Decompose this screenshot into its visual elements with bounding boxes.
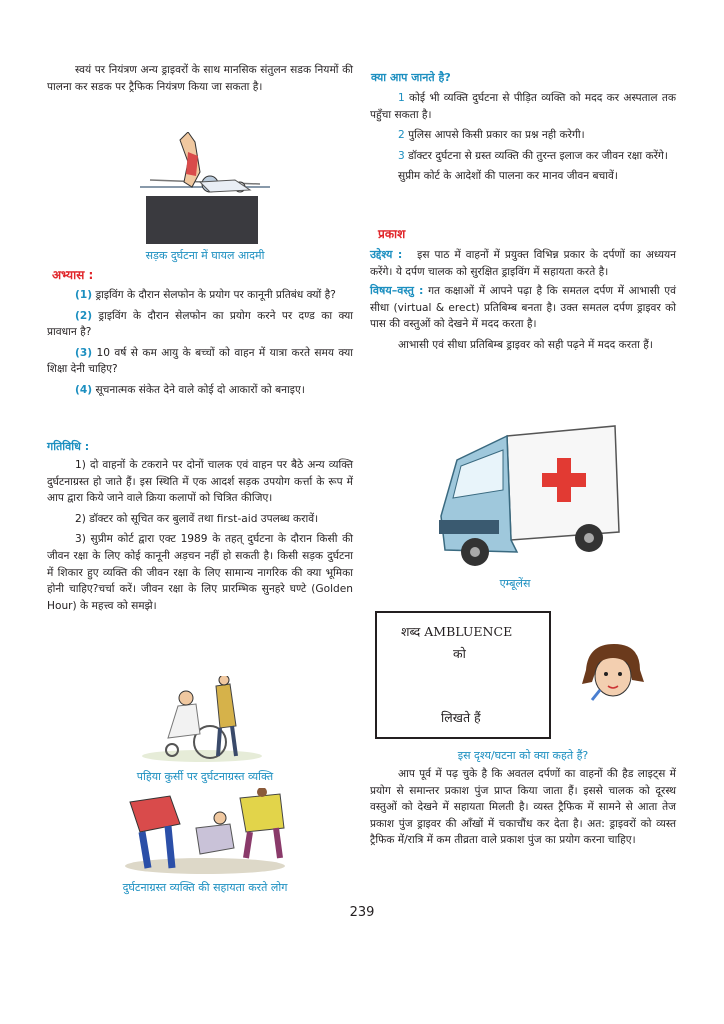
virtual-image-paragraph: आभासी एवं सीधा प्रतिबिम्ब ड्राइवर को सही पढ़ने में मदद करता हैं। bbox=[398, 338, 653, 351]
fact-3: 3 डॉक्टर दुर्घटना से ग्रस्त व्यक्ति की तुरन्त इलाज कर जीवन रक्षा करेंगे। bbox=[398, 149, 668, 162]
activity-heading: गतिविधि : bbox=[47, 440, 90, 453]
scene-question-caption: इस दृश्य/घटना को क्या कहते हैं? bbox=[457, 749, 589, 762]
light-heading: प्रकाश bbox=[378, 227, 406, 241]
figure-caption-ambulance: एम्बूलेंस bbox=[499, 577, 531, 590]
figure-caption-helpers: दुर्घटनाग्रस्त व्यक्ति की सहायता करते लोग bbox=[122, 881, 288, 894]
page-number: 239 bbox=[349, 905, 375, 920]
intro-paragraph: स्वयं पर नियंत्रण अन्य ड्राइवरों के साथ मानसिक संतुलन सडक नियमों की पालना कर सडक पर ट्रैफिक नियंत्रण किया जा सकता है। bbox=[47, 64, 353, 93]
supreme-court-note: सुप्रीम कोर्ट के आदेशों की पालना कर मानव जीवन बचावें। bbox=[398, 170, 618, 183]
question-1: (1) ड्राइविंग के दौरान सेलफोन के प्रयोग पर कानूनी प्रतिबंध क्यों है? bbox=[75, 289, 336, 301]
activity-2: 2) डॉक्टर को सूचित कर बुलावें तथा first-aid उपलब्ध करावें। bbox=[75, 512, 319, 525]
ambulance-illustration bbox=[437, 420, 625, 570]
activity-1: 1) दो वाहनों के टकराने पर दोनों चालक एवं वाहन पर बैठे अन्य व्यक्ति दुर्घटनाग्रस्त हो जाते हैं। इस स्थिति में एक आदर्श सड़क उपयोग कर्त्ता के रूप में आप द्वारा किये जाने वाले क्रिया कलापों को चित्रित कीजिए। bbox=[47, 459, 353, 505]
thinking-girl-illustration bbox=[578, 640, 648, 704]
purpose-paragraph: उद्देश्य : इस पाठ में वाहनों में प्रयुक्त विभिन्न प्रकार के दर्पणों का अध्ययन करेंगे। ये दर्पण चालक को सुरक्षित ड्राइविंग में सहायता करते है। bbox=[370, 248, 676, 278]
box-word-line: शब्द AMBLUENCE bbox=[401, 624, 513, 639]
box-write-line: लिखते हैं bbox=[441, 710, 481, 725]
did-you-know-heading: क्या आप जानते है? bbox=[371, 71, 451, 84]
helpers-illustration bbox=[120, 788, 290, 876]
ambulance-word-box bbox=[375, 611, 551, 739]
headlight-paragraph: आप पूर्व में पढ़ चुके है कि अवतल दर्पणों का वाहनों की हैड लाइट्स में प्रयोग से समान्तर प्रकाश पुंज प्राप्त किया जाता हैं। इससे चालक को दूरस्थ वस्तुओं को देखने में सहायता मिलती है। व्यस्त ट्रैफिक में सामने से आता तेज प्रकाश पुंज ड्राइवर की आँखों में चकाचौंध कर देता है। अत: ड्राइवरों को व्यस्त ट्रैफिक में/रात्रि में कम तीव्रता वाले प्रकाश पुंज का प्रयोग करना चाहिए। bbox=[370, 768, 676, 847]
activity-3: 3) सुप्रीम कोर्ट द्वारा एक्ट 1989 के तहत् दुर्घटना के दौरान किसी की जीवन रक्षा के लिए कोई कानूनी अड़चन नहीं हो सकती है। किसी सड़क दुर्घटना में शिकार हुए व्यक्ति की जीवन रक्षा के लिए सामान्य नागरिक की क्या भूमिका होनी चाहिए?चर्चा करें। जीवन रक्षा के लिए प्रारम्भिक सुनहरे घण्टे (Golden Hour) के महत्त्व को समझे। bbox=[47, 533, 353, 612]
question-4: (4) सूचनात्मक संकेत देने वाले कोई दो आकारों को बनाइए। bbox=[75, 383, 305, 396]
question-2: (2) ड्राइविंग के दौरान सेलफोन का प्रयोग करने पर दण्ड का क्या प्रावधान है? bbox=[47, 309, 353, 339]
fact-2: 2 पुलिस आपसे किसी प्रकार का प्रश्न नही करेगी। bbox=[398, 129, 585, 142]
question-3: (3) 10 वर्ष से कम आयु के बच्चों को वाहन में यात्रा करते समय क्या शिक्षा देनी चाहिए? bbox=[47, 346, 353, 376]
accident-illustration bbox=[140, 132, 270, 244]
figure-caption-accident: सड़क दुर्घटना में घायल आदमी bbox=[145, 249, 265, 262]
wheelchair-illustration bbox=[138, 676, 266, 764]
box-ko: को bbox=[453, 646, 466, 661]
fact-1: 1 कोई भी व्यक्ति दुर्घटना से पीड़ित व्यक्ति को मदद कर अस्पताल तक पहुँचा सकता है। bbox=[370, 92, 676, 121]
exercise-heading: अभ्यास : bbox=[52, 268, 94, 282]
figure-caption-wheelchair: पहिया कुर्सी पर दुर्घटनाग्रस्त व्यक्ति bbox=[136, 770, 274, 783]
subject-paragraph: विषय–वस्तु : गत कक्षाओं में आपने पढ़ा है कि समतल दर्पण में आभासी एवं सीधा (virtual & erect) प्रतिबिम्ब बनता है। उक्त समतल दर्पण ड्राइवर को पास की वस्तुओं को देखने में मदद करता है। bbox=[370, 284, 676, 331]
